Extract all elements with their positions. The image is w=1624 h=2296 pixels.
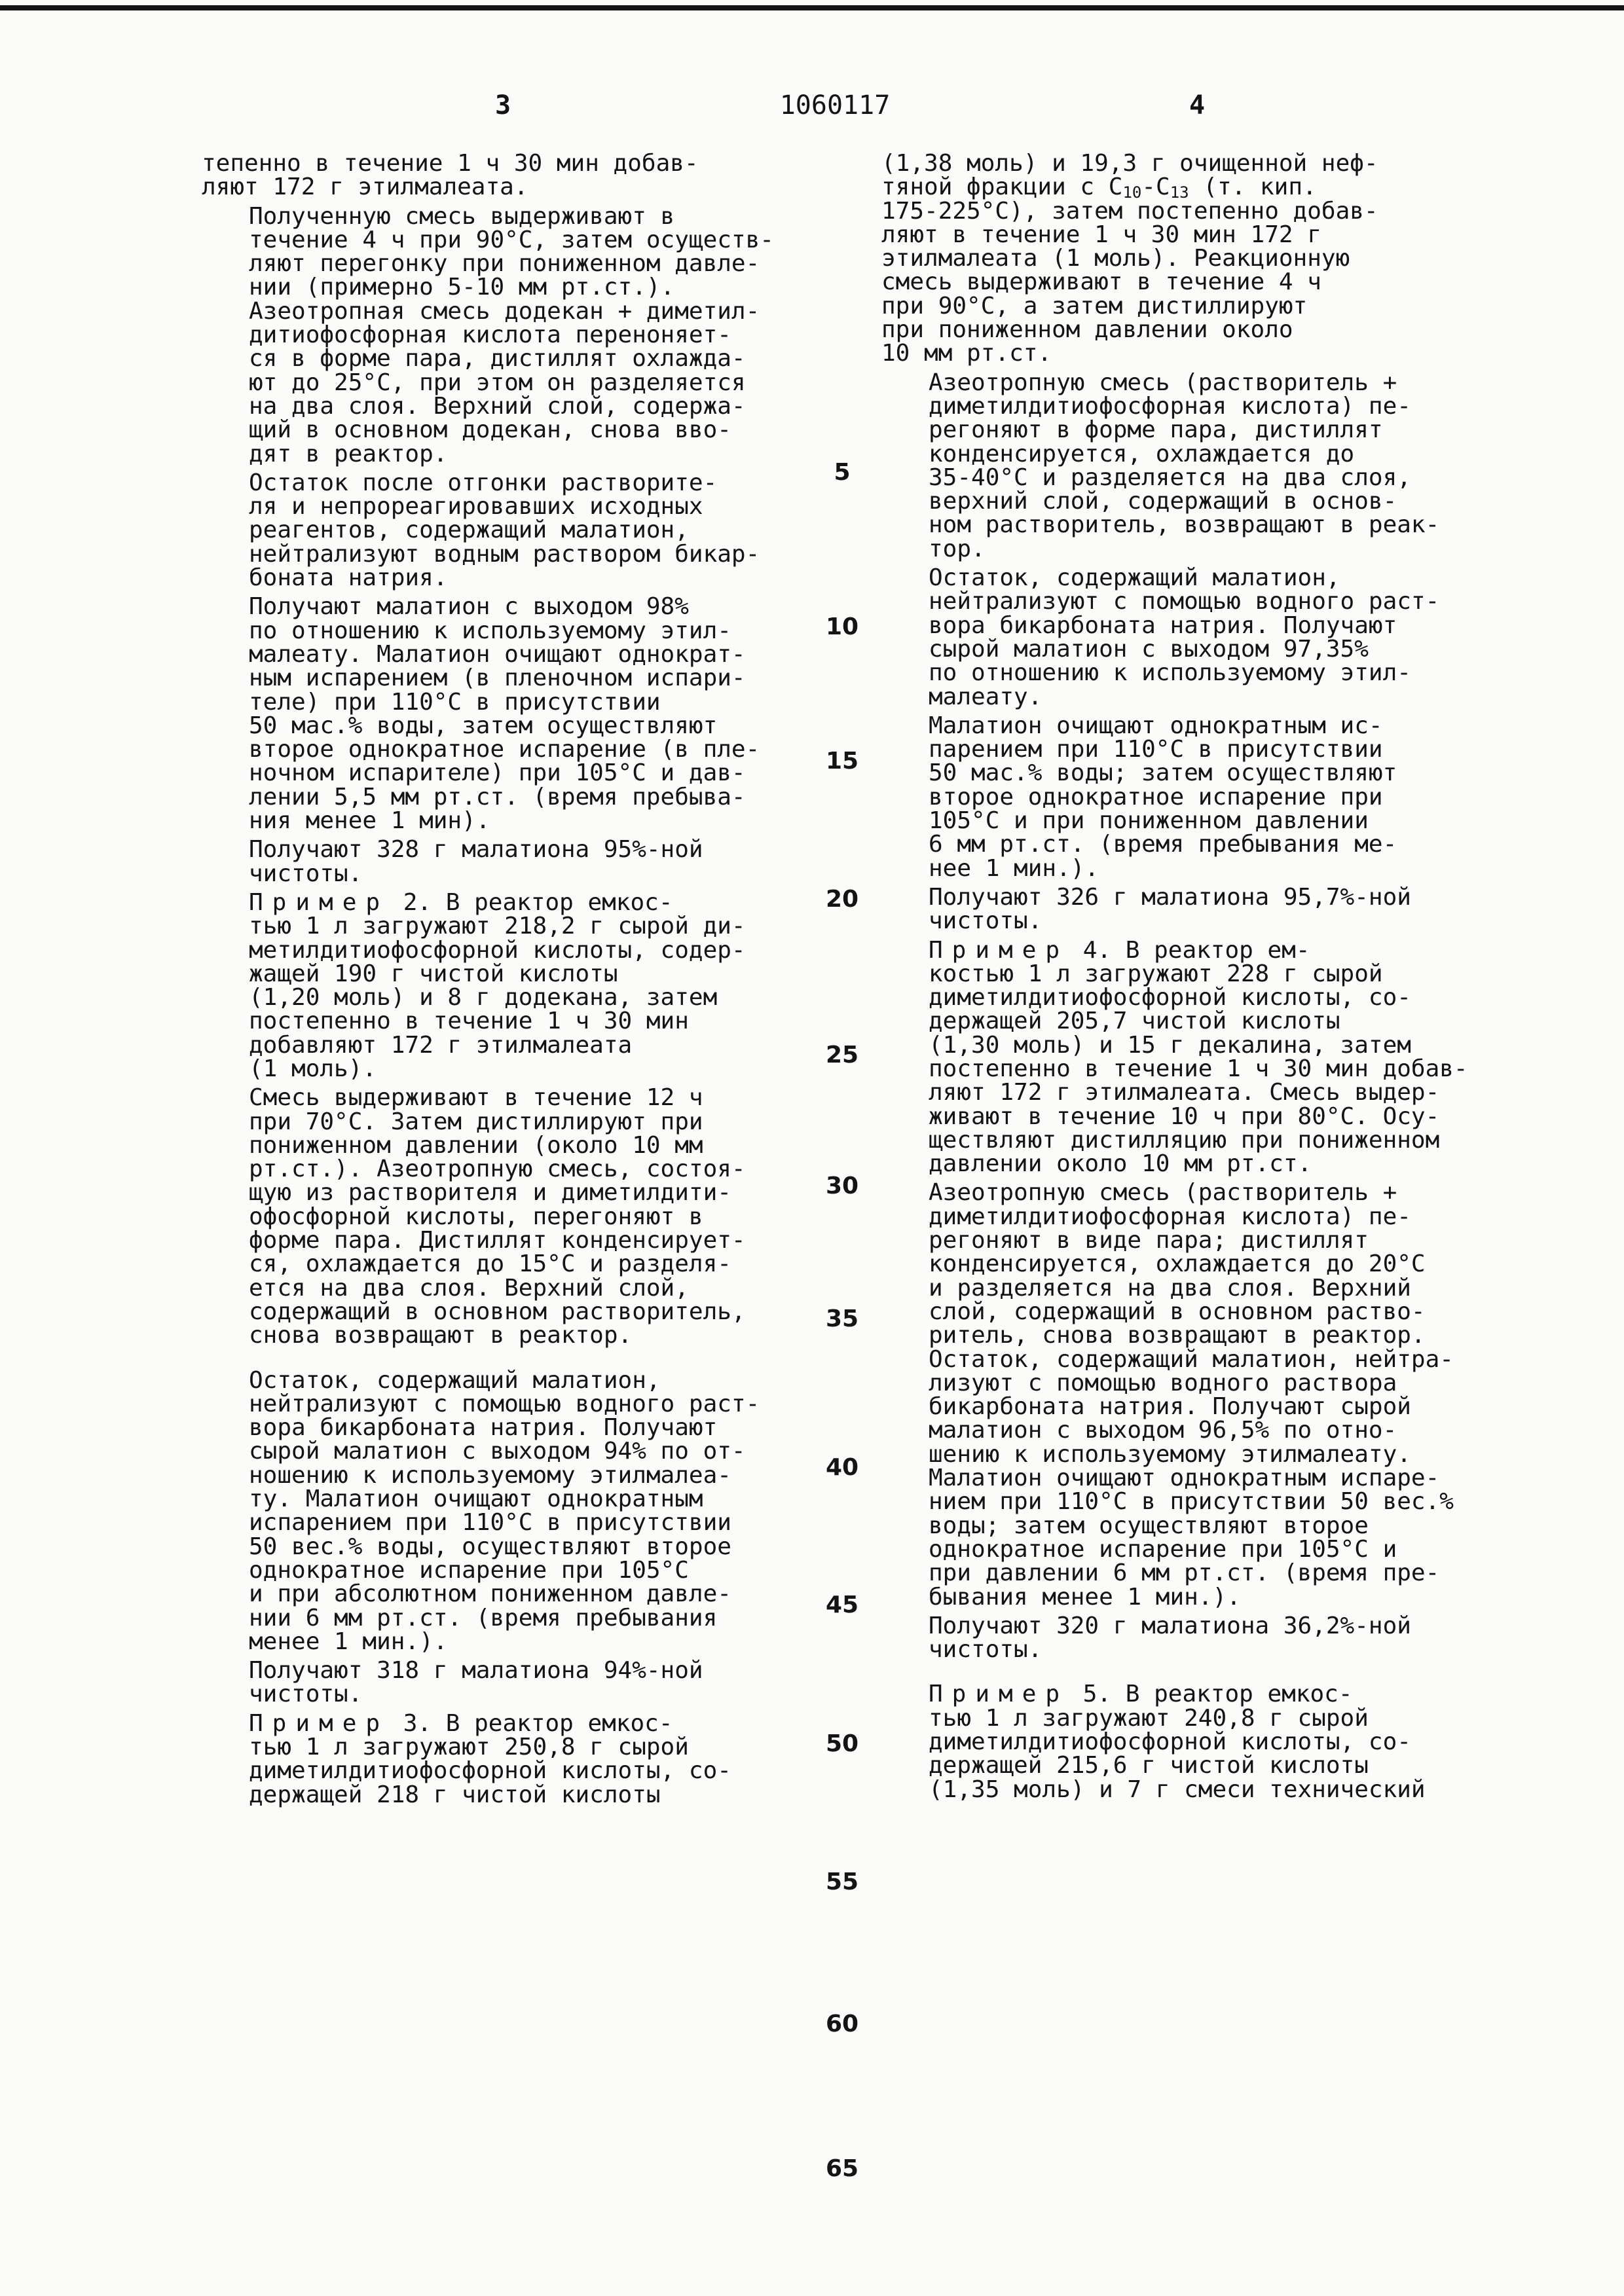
- line-number: 20: [825, 886, 859, 913]
- page-number-left: 3: [495, 90, 511, 120]
- line-number: 5: [834, 459, 851, 486]
- paragraph: Азеотропную смесь (растворитель + диметилдитиофосфорная кислота) пе- регоняют в форме пара, дистиллят конденсируется, охлаждается до 35-40°С и разделяется на два слоя, верхний слой, содержащий в основ- ном растворитель, возвращают в реак- тор.: [929, 369, 1440, 562]
- paragraph: Получают малатион с выходом 98% по отношению к используемому этил- малеату. Малатион очищают однократ- ным испарением (в пленочном испари- теле) при 110°С в присутствии 50 мас.% воды, затем осуществляют второе однократное испарение (в пле- ночном испарителе) при 105°С и дав- лении 5,5 мм рт.ст. (время пребыва- ния менее 1 мин).: [249, 593, 760, 835]
- line-number: 25: [825, 1042, 859, 1068]
- paragraph: Остаток, содержащий малатион, нейтрализуют с помощью водного раст- вора бикарбоната натрия. Получают сырой малатион с выходом 94% по от- ношению к используемому этилмалеа- ту. Малатион очищают однократным испарением при 110°С в присутствии 50 вес.% воды, осуществляют второе однократное испарение при 105°С и при абсолютном пониженном давле- нии 6 мм рт.ст. (время пребывания менее 1 мин.).: [249, 1366, 760, 1655]
- line-number: 60: [825, 2011, 859, 2037]
- paragraph: (1,38 моль) и 19,3 г очищенной неф- тяной фракции с $C_{10}-C_{13}$ (т. кип. 175-225°С), затем постепенно добав- ляют в течение 1 ч 30 мин 172 г этилмалеата (1 моль). Реакционную смесь выдерживают в течение 4 ч при 90°С, а затем дистиллируют при пониженном давлении около 10 мм рт.ст.: [881, 150, 1378, 367]
- paragraph: Пример 5. В реактор емкос- тью 1 л загружают 240,8 г сырой диметилдитиофосфорной кислоты, со- держащей 215,6 г чистой кислоты (1,35 моль) и 7 г смеси технический: [929, 1681, 1426, 1803]
- line-number: 65: [825, 2155, 859, 2182]
- top-border-rule: [0, 5, 1624, 10]
- paragraph: Смесь выдерживают в течение 12 ч при 70°С. Затем дистиллируют при пониженном давлении (около 10 мм рт.ст.). Азеотропную смесь, состоя- щую из растворителя и диметилдити- офосфорной кислоты, перегоняют в форме пара. Дистиллят конденсирует- ся, охлаждается до 15°С и разделя- ется на два слоя. Верхний слой, содержащий в основном растворитель, снова возвращают в реактор.: [249, 1084, 746, 1349]
- paragraph: тепенно в течение 1 ч 30 мин добав- ляют 172 г этилмалеата.: [202, 150, 699, 201]
- paragraph: Пример 4. В реактор ем- костью 1 л загружают 228 г сырой диметилдитиофосфорной кислоты, со- держащей 205,7 чистой кислоты (1,30 моль) и 15 г декалина, затем постепенно в течение 1 ч 30 мин добав- ляют 172 г этилмалеата. Смесь выдер- живают в течение 10 ч при 80°С. Осу- ществляют дистилляцию при пониженном давлении около 10 мм рт.ст.: [929, 936, 1468, 1178]
- paragraph: Полученную смесь выдерживают в течение 4 ч при 90°С, затем осуществ- ляют перегонку при пониженном давле- нии (примерно 5-10 мм рт.ст.). Азеотропная смесь додекан + диметил- дитиофосфорная кислота переноняет- ся в форме пара, дистиллят охлажда- ют до 25°С, при этом он разделяется на два слоя. Верхний слой, содержа- щий в основном додекан, снова вво- дят в реактор.: [249, 202, 774, 467]
- paragraph: Получают 326 г малатиона 95,7%-ной чистоты.: [929, 883, 1411, 935]
- paragraph: Пример 2. В реактор емкос- тью 1 л загружают 218,2 г сырой ди- метилдитиофосфорной кислоты, содер- жащей 190 г чистой кислоты (1,20 моль) и 8 г додекана, затем постепенно в течение 1 ч 30 мин добавляют 172 г этилмалеата (1 моль).: [249, 888, 746, 1082]
- line-number: 45: [825, 1592, 859, 1618]
- page-number-right: 4: [1189, 90, 1206, 120]
- paragraph: Остаток после отгонки растворите- ля и непрореагировавших исходных реагентов, содержащий малатион, нейтрализуют водным раствором бикар- боната натрия.: [249, 469, 760, 592]
- left-text-column: [202, 152, 804, 1807]
- line-number: 40: [825, 1454, 859, 1481]
- paragraph: Получают 318 г малатиона 94%-ной чистоты.: [249, 1657, 703, 1708]
- right-text-column: [881, 152, 1484, 1802]
- line-number: 10: [825, 613, 859, 640]
- line-number: 30: [825, 1173, 859, 1199]
- line-number: 35: [825, 1305, 859, 1332]
- paragraph: Малатион очищают однократным ис- парением при 110°С в присутствии 50 мас.% воды; затем осуществляют второе однократное испарение при 105°С и при пониженном давлении 6 мм рт.ст. (время пребывания ме- нее 1 мин.).: [929, 712, 1397, 882]
- patent-number: 1060117: [779, 90, 891, 120]
- paragraph: Азеотропную смесь (растворитель + диметилдитиофосфорная кислота) пе- регоняют в виде пара; дистиллят конденсируется, охлаждается до 20°С и разделяется на два слоя. Верхний слой, содержащий в основном раство- ритель, снова возвращают в реактор. Остаток, содержащий малатион, нейтра- лизуют с помощью водного раствора бикарбоната натрия. Получают сырой малатион с выходом 96,5% по отно- шению к используемому этилмалеату. Малатион очищают однократным испаре- нием при 110°С в присутствии 50 вес.% воды; затем осуществляют второе однократное испарение при 105°С и при давлении 6 мм рт.ст. (время пре- бывания менее 1 мин.).: [929, 1179, 1454, 1611]
- paragraph: Получают 320 г малатиона 36,2%-ной чистоты.: [929, 1612, 1411, 1664]
- line-number: 50: [825, 1730, 859, 1757]
- paragraph: Пример 3. В реактор емкос- тью 1 л загружают 250,8 г сырой диметилдитиофосфорной кислоты, со- держащей 218 г чистой кислоты: [249, 1709, 731, 1808]
- paragraph: Получают 328 г малатиона 95%-ной чистоты.: [249, 836, 703, 887]
- line-number: 55: [825, 1868, 859, 1895]
- paragraph: Остаток, содержащий малатион, нейтрализуют с помощью водного раст- вора бикарбоната натрия. Получают сырой малатион с выходом 97,35% по отношению к используемому этил- малеату.: [929, 564, 1440, 710]
- line-number: 15: [825, 748, 859, 774]
